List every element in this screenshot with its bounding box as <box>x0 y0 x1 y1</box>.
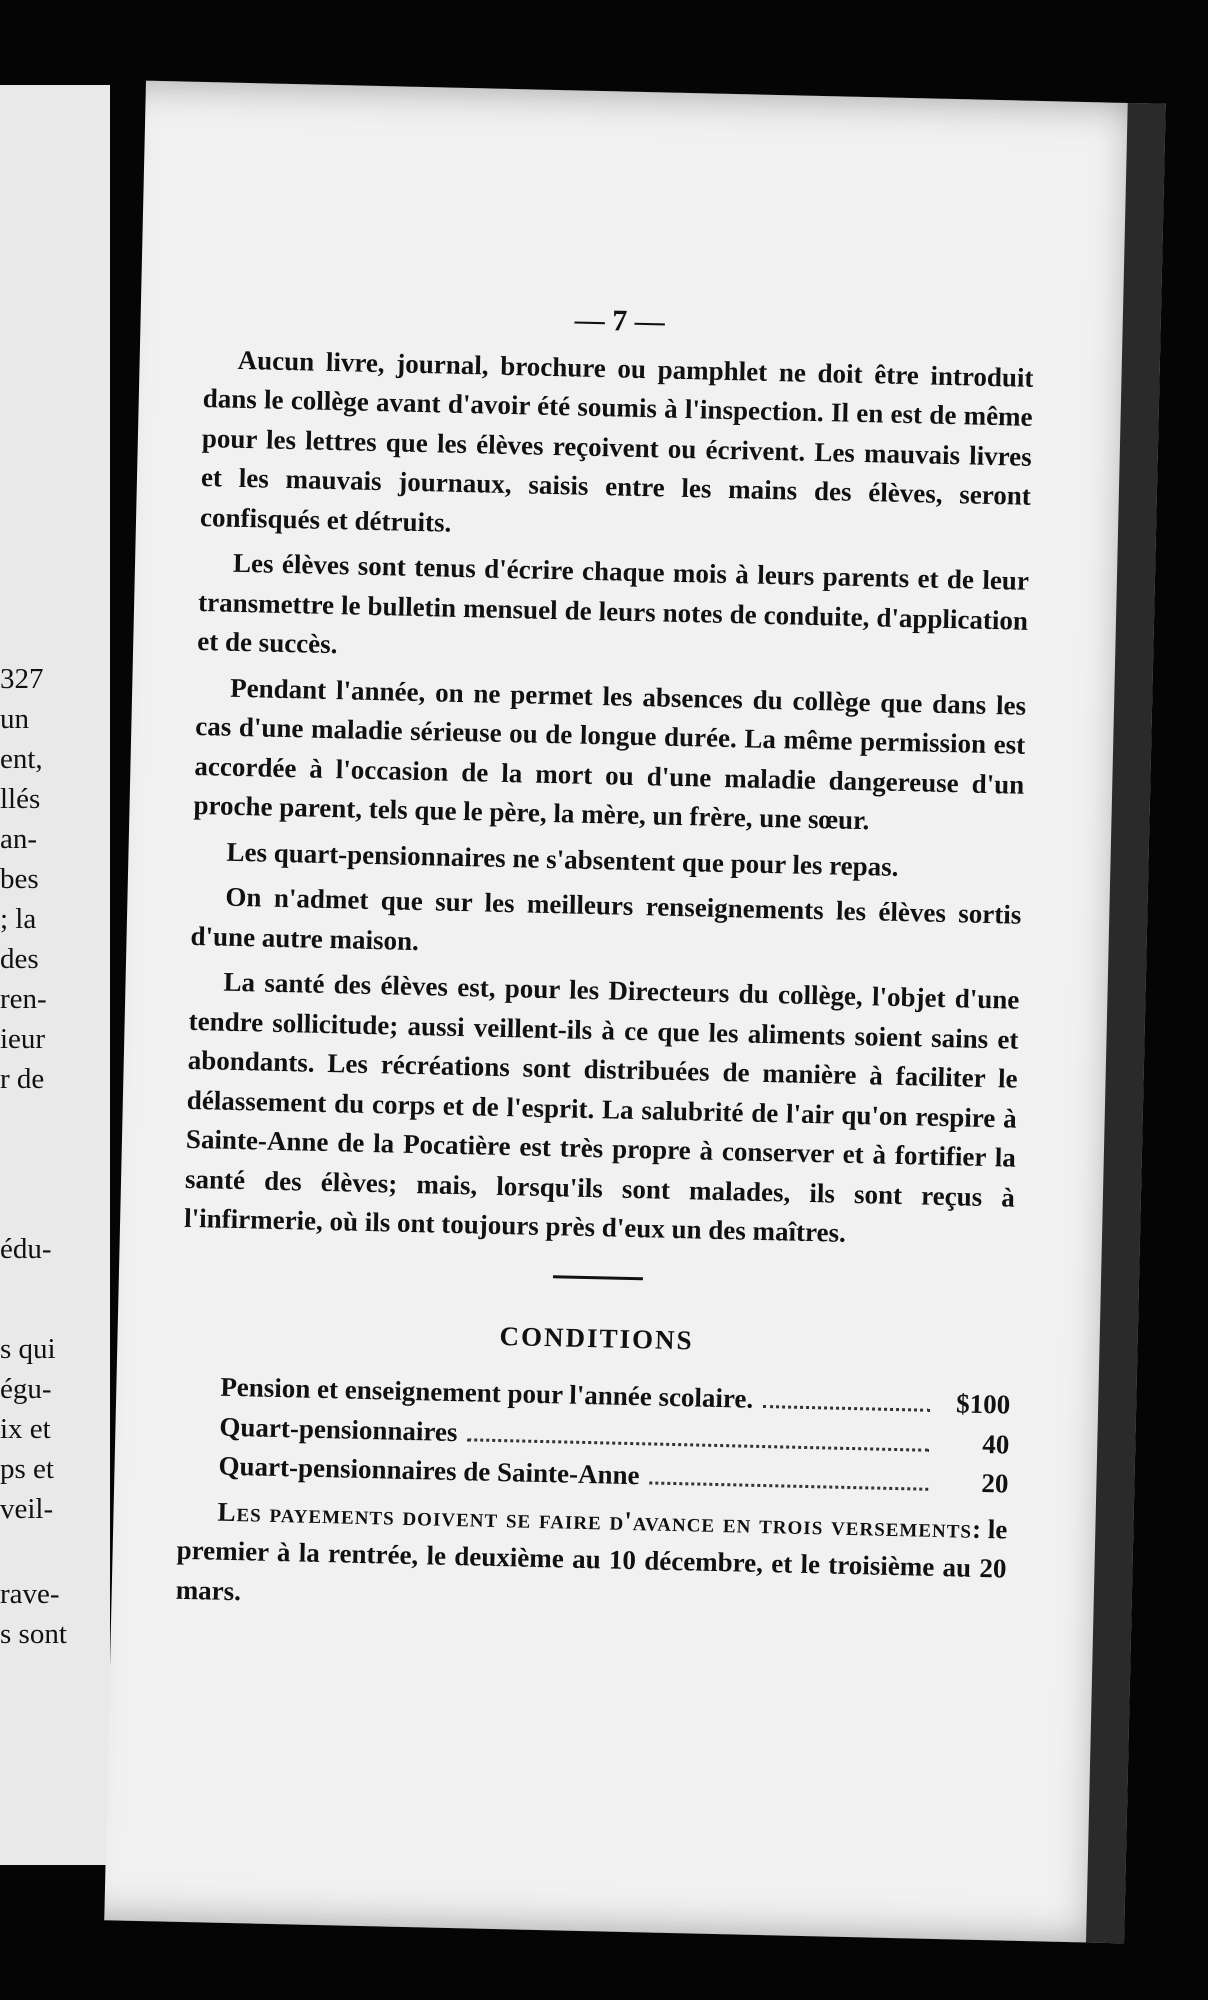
page-number: — 7 — <box>574 303 666 339</box>
left-page-fragment: 327 <box>0 663 44 695</box>
payment-terms <box>175 1491 1007 1628</box>
left-page-fragment: veil- <box>0 1493 54 1525</box>
page-content <box>175 292 1035 1655</box>
fee-amount: 40 <box>981 1428 1010 1460</box>
leader-dots <box>467 1438 929 1451</box>
left-page-fragment: ; la <box>0 903 37 935</box>
left-page-fragment: s qui <box>0 1333 56 1365</box>
left-page-fragment: ent, <box>0 743 43 775</box>
paragraph-quart-pensionnaires: Les quart-pensionnaires ne s'absentent que pour les repas. <box>226 836 899 882</box>
left-page-fragment: égu- <box>0 1373 52 1405</box>
left-page-fragment: des <box>0 943 39 975</box>
paragraph-letters: Les élèves sont tenus d'écrire chaque mois à leurs parents et de leur transmettre le bulletin mensuel de leurs notes de conduite, d'application et de succès. <box>196 547 1030 660</box>
fee-amount: $100 <box>955 1388 1011 1420</box>
leader-dots <box>649 1481 928 1490</box>
left-page-fragment: ren- <box>0 983 47 1015</box>
paragraph-admission: On n'admet que sur les meilleurs renseignements les élèves sortis d'une autre maison. <box>190 881 1022 956</box>
left-page-fragment: édu- <box>0 1233 52 1265</box>
left-page-fragment: llés <box>0 783 41 815</box>
left-page-fragment: an- <box>0 823 38 855</box>
page-edge-shadow <box>1086 103 1166 1943</box>
fee-label: Pension et enseignement pour l'année scolaire. <box>220 1371 754 1414</box>
fee-label: Quart-pensionnaires de Sainte-Anne <box>218 1450 640 1491</box>
left-page-fragment: ieur <box>0 1023 46 1055</box>
left-page-fragment: s sont <box>0 1618 67 1650</box>
paragraph-censorship: Aucun livre, journal, brochure ou pamphlet ne doit être introduit dans le collège avant d'avoir été soumis à l'inspection. Il en est de même pour les lettres que les élèves reçoivent ou écrivent. Les mauvais livres et les mauvais journaux, saisis entre les mains des élèves, seront confisqués et détruits. <box>199 344 1034 538</box>
left-page-fragment: bes <box>0 863 39 895</box>
left-facing-page <box>0 85 110 1865</box>
left-page-fragment: ix et <box>0 1413 51 1445</box>
left-page-fragment: rave- <box>0 1578 60 1610</box>
fee-amount: 20 <box>981 1467 1009 1499</box>
paragraph-health: La santé des élèves est, pour les Directeurs du collège, l'objet d'une tendre sollicitude; aussi veillent-ils à ce que les aliments soient sains et abondants. Les récréations sont distribuées de manière à faciliter le délassement du corps et de l'esprit. La salubrité de l'air qu'on respire à Sainte-Anne de la Pocatière est très propre à conserver et à fortifier la santé des élèves; mais, lorsqu'ils sont malades, ils sont reçus à l'infirmerie, où ils ont toujours près d'eux un des maîtres. <box>183 966 1020 1248</box>
conditions-title: CONDITIONS <box>499 1320 694 1355</box>
payment-lead: Les payements doivent se faire d'avance en trois versements <box>217 1496 973 1544</box>
paragraph-absences: Pendant l'année, on ne permet les absences du collège que dans les cas d'une maladie sérieuse ou de longue durée. La même permission est accordée à l'occasion de la mort ou d'une maladie dangereuse d'un proche parent, tels que le père, la mère, un frère, une sœur. <box>193 672 1027 836</box>
section-divider <box>553 1275 643 1280</box>
fee-label: Quart-pensionnaires <box>219 1411 458 1447</box>
leader-dots <box>763 1405 930 1412</box>
left-page-fragment: un <box>0 703 29 735</box>
left-page-fragment: ps et <box>0 1453 54 1485</box>
document-page <box>104 81 1165 1944</box>
left-page-fragment: r de <box>0 1063 45 1095</box>
payment-rest: : le premier à la rentrée, le deuxième au 10 décembre, et le troisième au 20 mars. <box>175 1513 1008 1606</box>
